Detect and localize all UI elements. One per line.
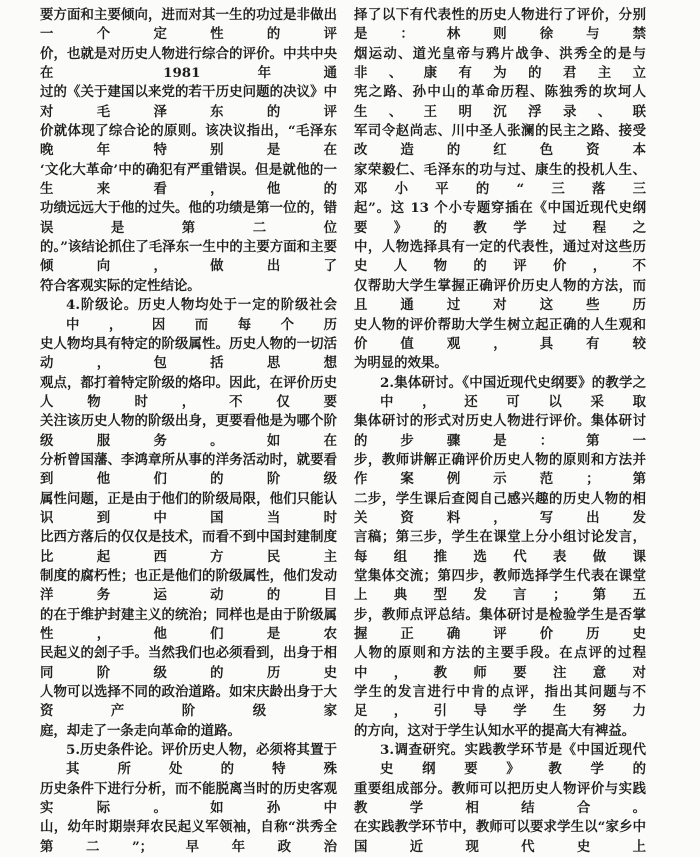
text-line: 仅帮助大学生掌握正确评价历史人物的方法，而且通过对这些历 — [354, 277, 646, 314]
text-line: 制度的腐朽性；也正是他们的阶级属性，他们发动洋务运动的目 — [40, 567, 337, 604]
text-line: 人物的原则和方法的主要手段。在点评的过程中，教师要注意对 — [354, 645, 646, 681]
text-line: 民起义的刽子手。当然我们也必须看到，出身于相同阶级的历史 — [40, 645, 337, 681]
text-line: 符合客观实际的定性结论。 — [40, 277, 201, 294]
text-line: 重要组成部分。教师可以把历史人物评价与实践教学相结合。 — [354, 780, 646, 817]
text-line: 学生的发言进行中肯的点评，指出其问题与不足，引导学生努力 — [354, 684, 646, 720]
text-line: 中，人物选择具有一定的代表性，通过对这些历史人物的评价，不 — [354, 239, 646, 275]
text-line: 为明显的效果。 — [354, 355, 448, 372]
text-line: 价就体现了综合论的原则。该决议指出，“毛泽东晚年特别是在 — [40, 123, 337, 159]
paragraph-heading-line: 3.调查研究。实践教学环节是《中国近现代史纲要》教学的 — [380, 742, 646, 778]
text-line: 烟运动、道光皇帝与鸦片战争、洪秀全的是与非、康有为的君主立 — [354, 45, 646, 82]
text-line: 二步，学生课后查阅自己感兴趣的历史人物的相关资料，写出发 — [354, 490, 646, 526]
text-line: 观点，都打着特定阶级的烙印。因此，在评价历史人物时，不仅要 — [40, 374, 337, 410]
text-line: 宪之路、孙中山的革命历程、陈独秀的坎坷人生、王明沉浮录、联 — [354, 84, 646, 120]
text-line: 的在于维护封建主义的统治；同样也是由于阶级属性，他们是农 — [40, 606, 337, 642]
text-line: 军司令赵尚志、川中圣人张澜的民主之路、接受改造的红色资本 — [354, 123, 646, 159]
text-line: 关注该历史人物的阶级出身，更要看他是为哪个阶级服务。如在 — [40, 413, 337, 449]
text-line: 山，幼年时期崇拜农民起义军领袖，自称“洪秀全第二”；早年政治 — [40, 819, 337, 855]
text-line: 的方向，这对于学生认知水平的提高大有裨益。 — [354, 722, 636, 739]
text-line: 要方面和主要倾向，进而对其一生的功过是非做出一个定性的评 — [40, 7, 337, 43]
text-line: 步，教师讲解正确评价历史人物的原则和方法并作案例示范；第 — [354, 451, 646, 488]
text-line: 择了以下有代表性的历史人物进行了评价，分别是：林则徐与禁 — [354, 7, 646, 43]
paragraph-heading-line: 4.阶级论。历史人物均处于一定的阶级社会中，因而每个历 — [66, 297, 337, 333]
text-line: 的。”该结论抓住了毛泽东一生中的主要方面和主要倾向，做出了 — [40, 239, 337, 275]
right-text-column — [354, 6, 646, 857]
text-line: 起”。这 13 个小专题穿插在《中国近现代史纲要》的教学过程之 — [354, 200, 646, 236]
text-line: 集体研讨的形式对历史人物进行评价。集体研讨的步骤是：第一 — [354, 413, 646, 449]
text-line: 人物可以选择不同的政治道路。如宋庆龄出身于大资产阶级家 — [40, 684, 337, 720]
text-line: 堂集体交流；第四步，教师选择学生代表在课堂上典型发言；第五 — [354, 567, 646, 604]
text-line: 在实践教学环节中，教师可以要求学生以“家乡中国近现代史上 — [354, 819, 646, 855]
text-line: 历史条件下进行分析，而不能脱离当时的历史客观实际。如孙中 — [40, 780, 337, 817]
text-line: 史人物均具有特定的阶级属性。历史人物的一切活动，包括思想 — [40, 335, 337, 372]
text-line: 史人物的评价帮助大学生树立起正确的人生观和价值观，具有较 — [354, 316, 646, 352]
text-line: 过的《关于建国以来党的若干历史问题的决议》中对毛泽东的评 — [40, 84, 337, 120]
text-line: 价，也就是对历史人物进行综合的评价。中共中央在 1981 年通 — [40, 45, 337, 82]
left-text-column — [40, 6, 337, 857]
text-line: 功绩远远大于他的过失。他的功绩是第一位的，错误是第二位 — [40, 200, 337, 236]
text-line: 言稿；第三步，学生在课堂上分小组讨论发言，每组推选代表做课 — [354, 529, 646, 565]
paragraph-heading-line: 2.集体研讨。《中国近现代史纲要》的教学之中，还可以采取 — [380, 374, 646, 410]
text-line: 属性问题，正是由于他们的阶级局限，他们只能认识到中国当时 — [40, 490, 337, 526]
text-line: 分析曾国藩、李鸿章所从事的洋务活动时，就要看到他们的阶级 — [40, 451, 337, 488]
text-line: 比西方落后的仅仅是技术，而看不到中国封建制度比起西方民主 — [40, 529, 337, 565]
text-line: 家荣毅仁、毛泽东的功与过、康生的投机人生、邓小平的“三落三 — [354, 161, 646, 198]
text-line: 庭，却走了一条走向革命的道路。 — [40, 722, 241, 739]
text-line: ‘文化大革命’中的确犯有严重错误。但是就他的一生来看，他的 — [40, 161, 337, 198]
text-line: 步，教师点评总结。集体研讨是检验学生是否掌握正确评价历史 — [354, 606, 646, 642]
paragraph-heading-line: 5.历史条件论。评价历史人物，必须将其置于其所处的特殊 — [66, 742, 337, 778]
